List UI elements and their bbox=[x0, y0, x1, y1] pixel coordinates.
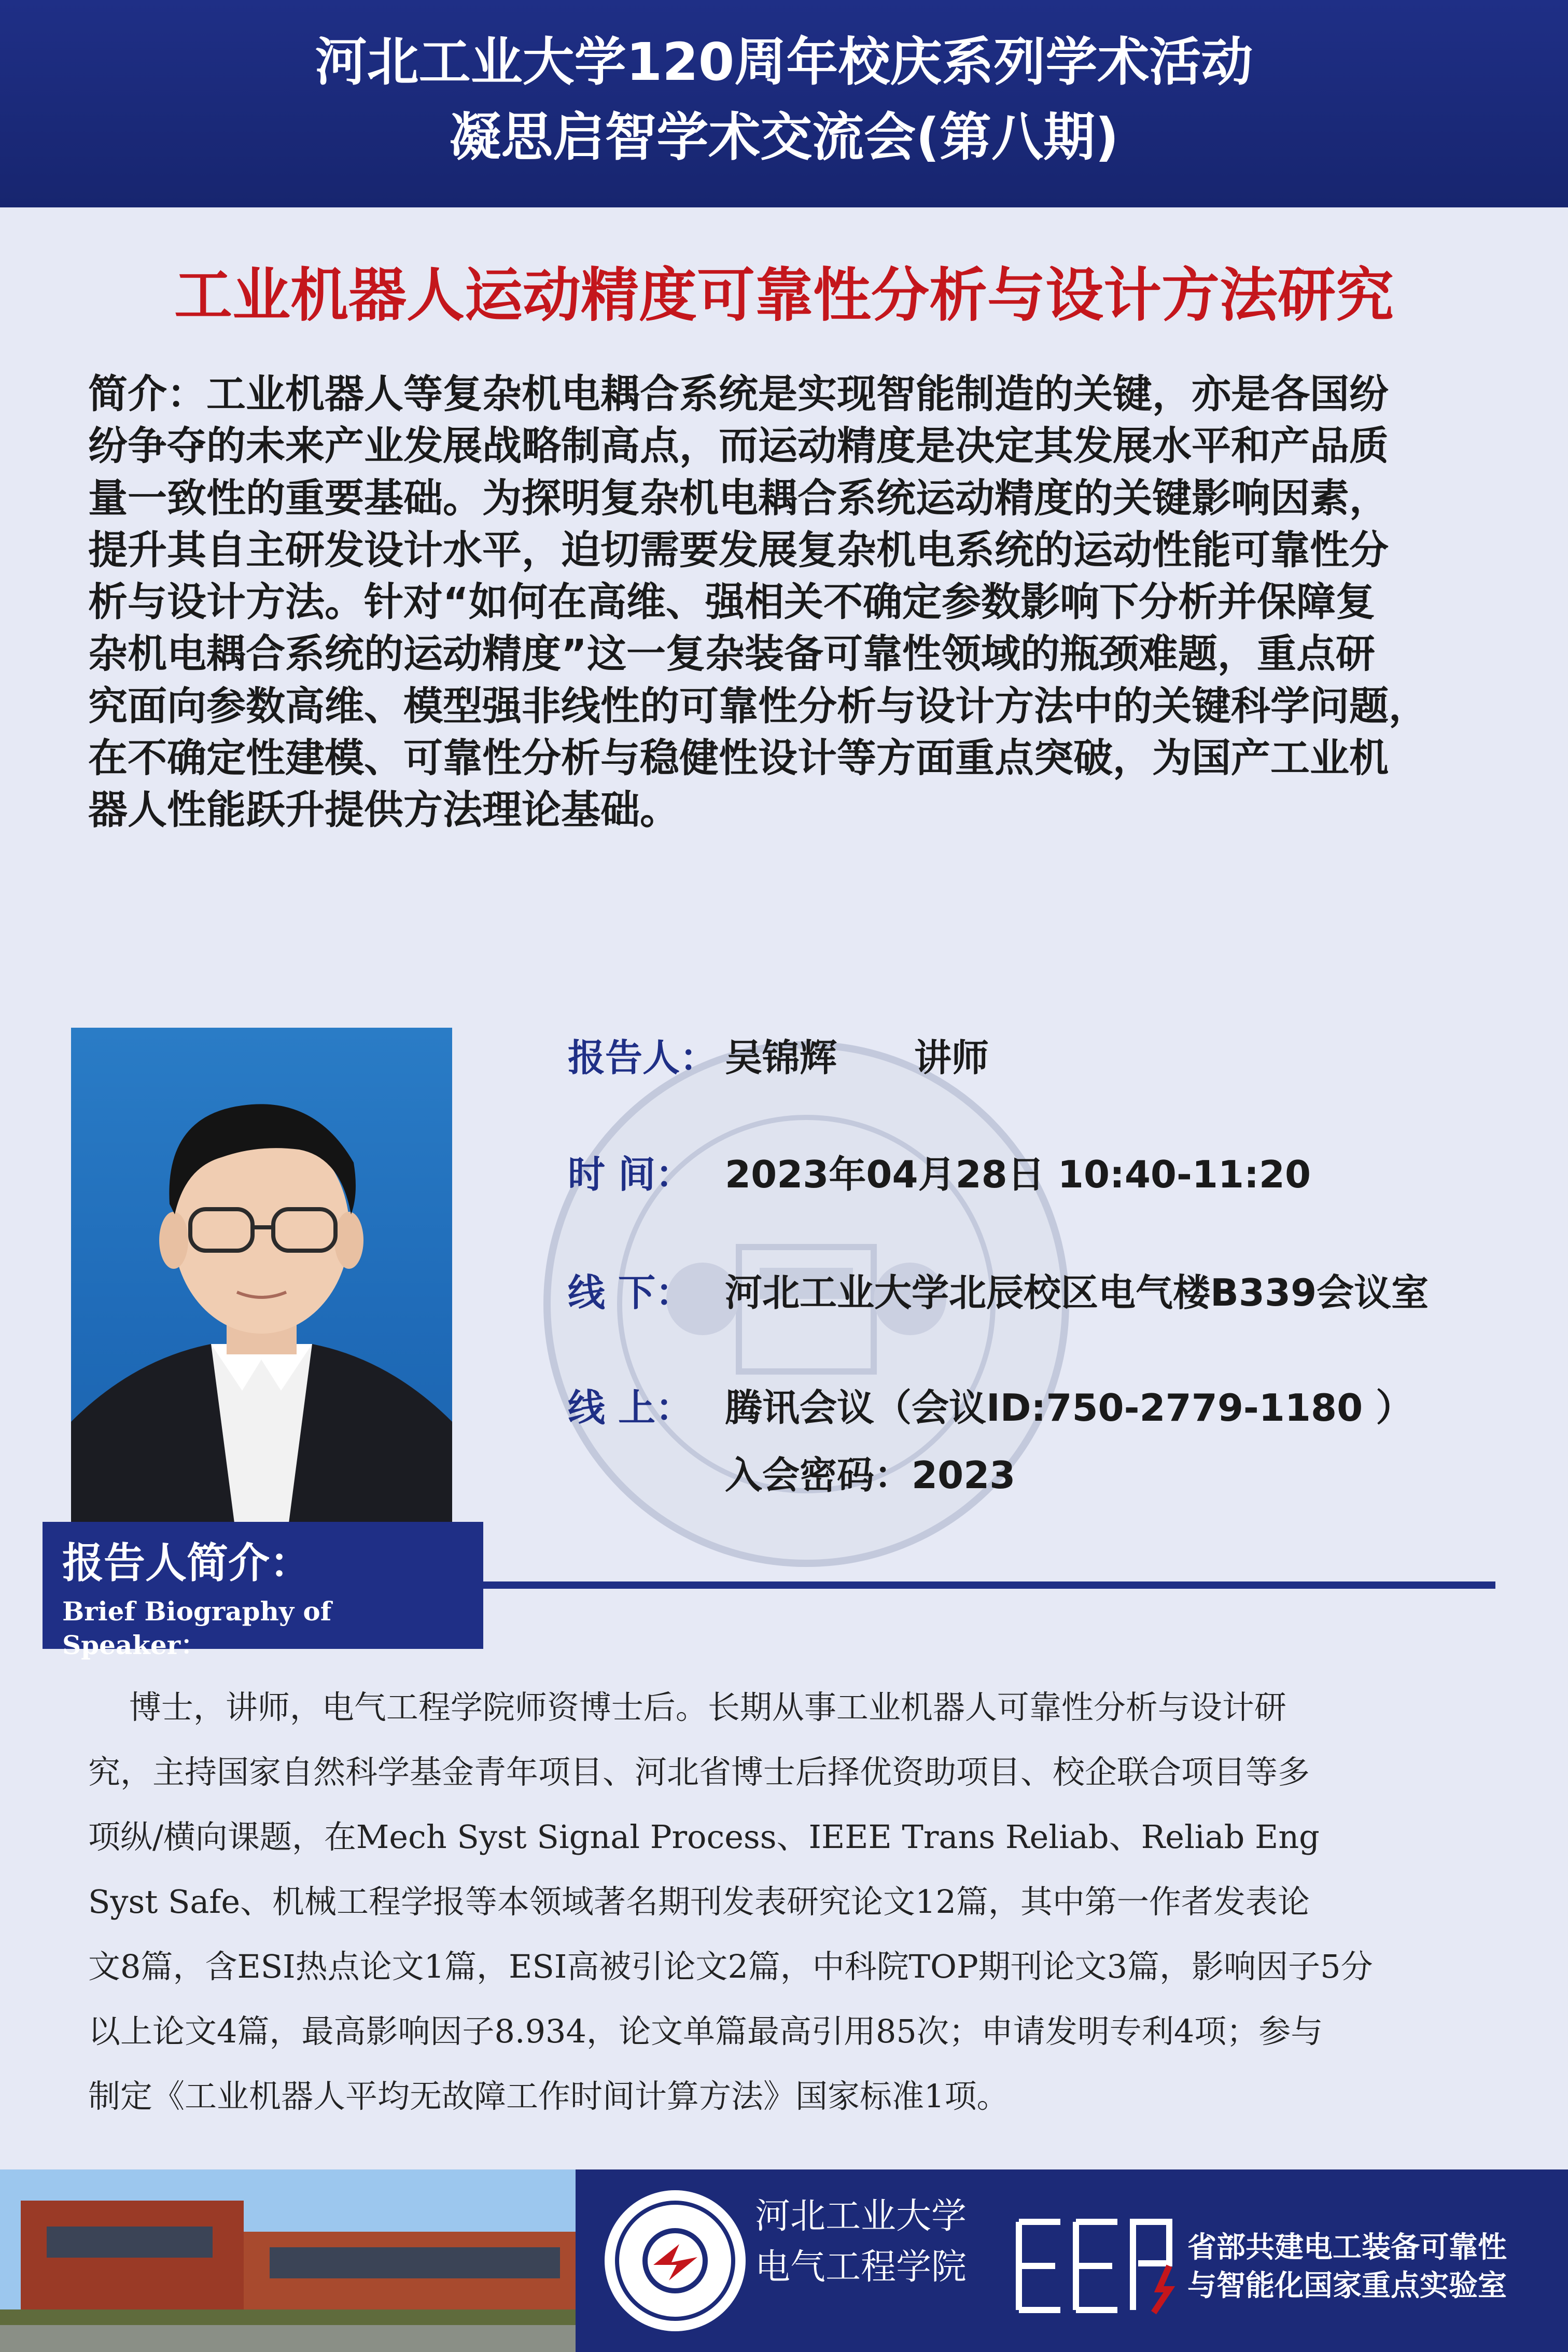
bio-divider bbox=[483, 1581, 1495, 1589]
abstract-line: 杂机电耦合系统的运动精度”这一复杂装备可靠性领域的瓶颈难题，重点研 bbox=[88, 631, 1375, 677]
bio-header-tab bbox=[43, 1522, 483, 1660]
bio-header-en: Brief Biography of Speaker： bbox=[62, 1596, 332, 1660]
bio-line: 文8篇，含ESI热点论文1篇，ESI高被引论文2篇，中科院TOP期刊论文3篇，影响因子5分 bbox=[88, 1948, 1373, 1985]
speaker-photo bbox=[71, 1028, 452, 1523]
bio-line: 项纵/横向课题，在Mech Syst Signal Process、IEEE Trans Reliab、Reliab Eng bbox=[88, 1818, 1320, 1856]
abstract-line: 量一致性的重要基础。为探明复杂机电耦合系统运动精度的关键影响因素， bbox=[88, 474, 1389, 521]
speaker-biography bbox=[88, 1675, 1478, 2129]
bio-line: 制定《工业机器人平均无故障工作时间计算方法》国家标准1项。 bbox=[88, 2077, 1009, 2115]
event-session-title: 凝思启智学术交流会(第八期) bbox=[449, 107, 1119, 167]
school-name-line2: 电气工程学院 bbox=[754, 2247, 967, 2288]
offline-venue: 河北工业大学北辰校区电气楼B339会议室 bbox=[725, 1271, 1429, 1314]
talk-title: 工业机器人运动精度可靠性分析与设计方法研究 bbox=[174, 262, 1394, 329]
online-meeting: 腾讯会议（会议ID:750-2779-1180 ） bbox=[725, 1386, 1413, 1430]
bio-line: 以上论文4篇，最高影响因子8.934，论文单篇最高引用85次；申请发明专利4项；参与 bbox=[88, 2012, 1323, 2050]
top-banner bbox=[0, 0, 1568, 207]
speaker-label: 报告人： bbox=[568, 1036, 718, 1080]
meeting-password: 入会密码：2023 bbox=[725, 1453, 1016, 1497]
school-emblem-logo bbox=[601, 2187, 749, 2334]
abstract-line: 究面向参数高维、模型强非线性的可靠性分析与设计方法中的关键科学问题， bbox=[88, 682, 1428, 729]
abstract-line: 析与设计方法。针对“如何在高维、强相关不确定参数影响下分析并保障复 bbox=[88, 579, 1375, 625]
bio-line: 究，主持国家自然科学基金青年项目、河北省博士后择优资助项目、校企联合项目等多 bbox=[88, 1753, 1310, 1791]
bio-header-cn: 报告人简介： bbox=[62, 1539, 311, 1587]
speaker-title: 讲师 bbox=[914, 1036, 989, 1080]
talk-abstract bbox=[88, 368, 1488, 836]
abstract-line: 器人性能跃升提供方法理论基础。 bbox=[88, 787, 679, 833]
event-series-title: 河北工业大学120周年校庆系列学术活动 bbox=[315, 32, 1253, 92]
campus-building-photo bbox=[0, 2169, 576, 2352]
school-name-line1: 河北工业大学 bbox=[754, 2196, 967, 2237]
online-label: 线 上： bbox=[568, 1386, 693, 1430]
lab-name-line2: 与智能化国家重点实验室 bbox=[1187, 2269, 1507, 2303]
time-value: 2023年04月28日 10:40-11:20 bbox=[725, 1153, 1311, 1196]
bio-line: Syst Safe、机械工程学报等本领域著名期刊发表研究论文12篇，其中第一作者发表论 bbox=[88, 1883, 1310, 1921]
eer-lab-logo bbox=[1014, 2217, 1185, 2315]
time-label: 时 间： bbox=[568, 1153, 693, 1196]
abstract-line: 纷争夺的未来产业发展战略制高点，而运动精度是决定其发展水平和产品质 bbox=[88, 423, 1389, 469]
lab-name-line1: 省部共建电工装备可靠性 bbox=[1187, 2231, 1507, 2264]
abstract-line: 提升其自主研发设计水平，迫切需要发展复杂机电系统的运动性能可靠性分 bbox=[88, 526, 1389, 573]
abstract-line: 在不确定性建模、可靠性分析与稳健性设计等方面重点突破，为国产工业机 bbox=[88, 735, 1389, 781]
speaker-name: 吴锦辉 bbox=[725, 1036, 837, 1080]
bio-line: 博士，讲师，电气工程学院师资博士后。长期从事工业机器人可靠性分析与设计研 bbox=[88, 1688, 1286, 1726]
offline-label: 线 下： bbox=[568, 1271, 693, 1314]
abstract-line: 简介：工业机器人等复杂机电耦合系统是实现智能制造的关键，亦是各国纷 bbox=[88, 371, 1389, 417]
